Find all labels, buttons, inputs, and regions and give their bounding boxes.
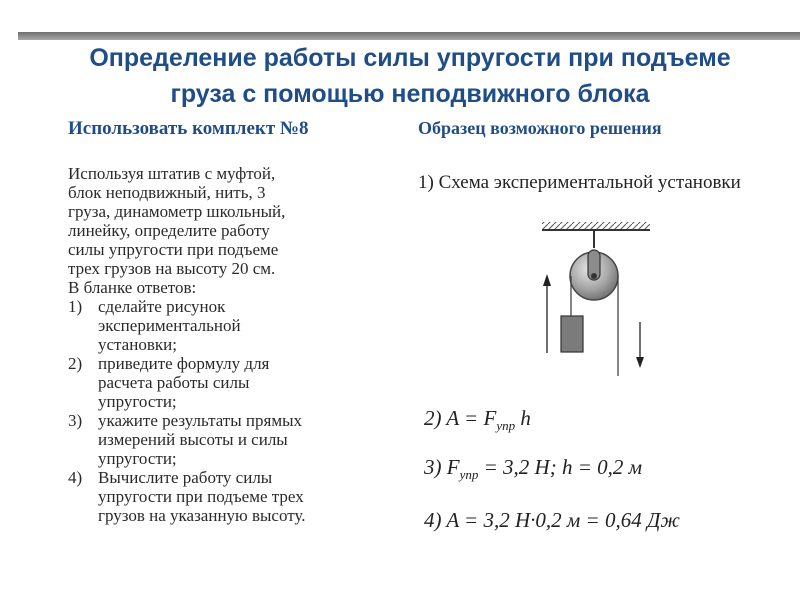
intro-line: трех грузов на высоту 20 см.	[68, 259, 276, 278]
formula-part: = 3,2 Н; h = 0,2 м	[478, 455, 643, 479]
list-item	[68, 468, 368, 525]
step-line: укажите результаты прямых	[98, 411, 303, 430]
intro-line: груза, динамометр школьный,	[68, 202, 286, 221]
step-line: упругости;	[98, 449, 177, 468]
list-item	[68, 354, 368, 411]
top-divider-bar	[18, 32, 800, 40]
step-line: упругости;	[98, 392, 177, 411]
list-item	[68, 411, 368, 468]
step-number: 2)	[68, 354, 83, 373]
step-line: приведите формулу для	[98, 354, 270, 373]
scheme-label: 1) Схема экспериментальной установки	[418, 172, 741, 193]
page-title	[20, 40, 800, 112]
answers-lead: В бланке ответов:	[68, 278, 197, 297]
intro-paragraph	[68, 164, 368, 297]
step-line: Вычислите работу силы	[98, 468, 273, 487]
step-line: измерений высоты и силы	[98, 430, 288, 449]
pulley-axle	[591, 273, 597, 279]
intro-line: силы упругости при подъеме	[68, 240, 279, 259]
step-line: установки;	[98, 335, 177, 354]
ceiling-support	[542, 222, 650, 230]
intro-line: блок неподвижный, нить, 3	[68, 183, 266, 202]
task-text	[68, 164, 368, 525]
solution-heading: Образец возможного решения	[418, 118, 662, 138]
title-line-1: Определение работы силы упругости при подъеме	[89, 44, 731, 72]
step-number: 1)	[68, 297, 83, 316]
steps-list	[68, 297, 368, 525]
formula-part: 2) A = F	[424, 406, 497, 430]
step-line: расчета работы силы	[98, 373, 250, 392]
formula-part: h	[515, 406, 531, 430]
formula-subscript: упр	[496, 418, 516, 434]
step-line: грузов на указанную высоту.	[98, 506, 306, 525]
formula-subscript: упр	[459, 467, 479, 483]
load-weight	[561, 316, 583, 352]
step-number: 4)	[68, 468, 83, 487]
kit-heading: Использовать комплект №8	[68, 118, 309, 139]
step-line: экспериментальной	[98, 316, 241, 335]
step-number: 3)	[68, 411, 83, 430]
title-line-2: груза с помощью неподвижного блока	[170, 80, 650, 108]
step-line: сделайте рисунок	[98, 297, 226, 316]
formula-measurements	[424, 455, 642, 483]
formula-part: 3) F	[424, 455, 460, 479]
intro-line: линейку, определите работу	[68, 221, 270, 240]
formula-work	[424, 406, 531, 434]
step-line: упругости при подъеме трех	[98, 487, 304, 506]
intro-line: Используя штатив с муфтой,	[68, 164, 276, 183]
arrow-down-icon	[636, 322, 644, 368]
arrow-up-icon	[543, 274, 551, 353]
pulley-diagram	[530, 218, 660, 378]
formula-result: 4) A = 3,2 Н·0,2 м = 0,64 Дж	[424, 508, 680, 532]
list-item	[68, 297, 368, 354]
